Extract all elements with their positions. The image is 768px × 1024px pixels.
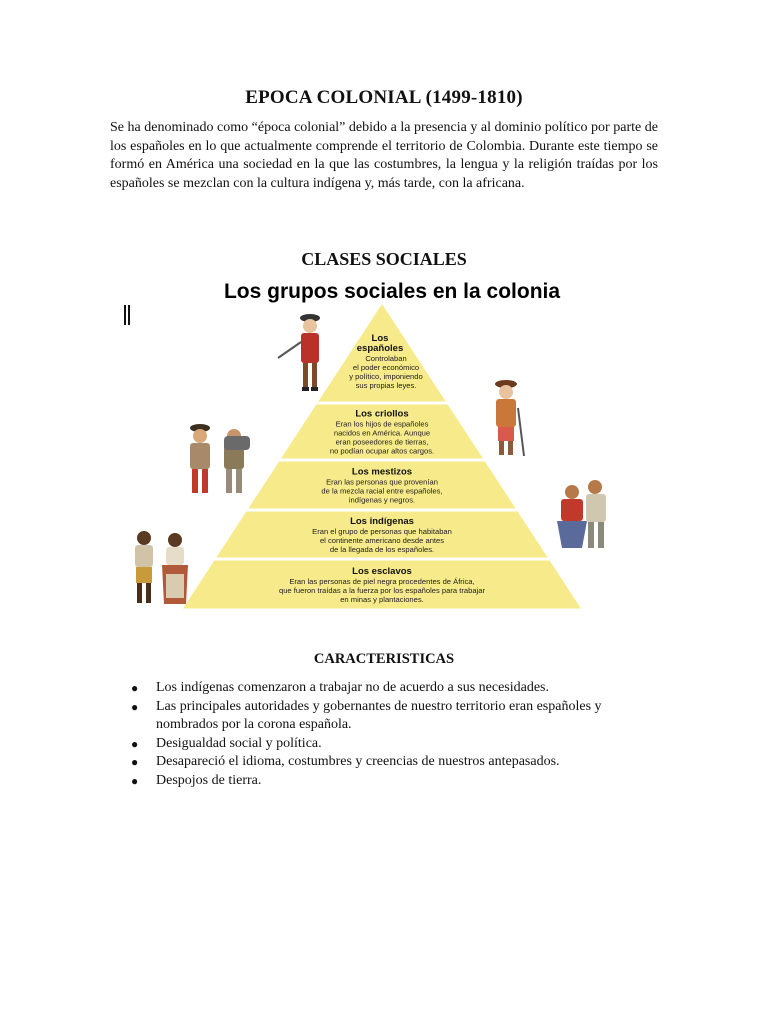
- characteristics-title: CARACTERISTICAS: [313, 651, 455, 667]
- spaniard-figure: [278, 314, 320, 391]
- list-item-text: Desigualdad social y política.: [156, 735, 322, 751]
- bullet-icon: ●: [131, 736, 139, 751]
- indigenous-figures: [557, 480, 606, 548]
- bullet-icon: ●: [131, 773, 139, 788]
- list-item-text: Las principales autoridades y gobernantes de nuestro territorio eran españoles y nombrados por la corona española.: [156, 698, 602, 733]
- list-item: [130, 753, 660, 772]
- criollo-figure: [495, 380, 524, 456]
- pyramid-level-name: Los mestizos: [351, 466, 413, 478]
- figure-title: Los grupos sociales en la colonia: [223, 280, 561, 303]
- pyramid-level-name: Los criollos: [355, 408, 409, 420]
- page-title: EPOCA COLONIAL (1499-1810): [245, 87, 523, 108]
- pyramid-level-description: indígenas y negros.: [348, 495, 416, 505]
- bullet-icon: ●: [131, 681, 139, 695]
- pyramid-level-description: y político, imponiendo: [349, 371, 423, 381]
- pyramid-level-name: Los esclavos: [352, 566, 412, 577]
- characteristics-list: [130, 679, 660, 791]
- list-item-text: Los indígenas comenzaron a trabajar no de acuerdo a sus necesidades.: [156, 680, 550, 695]
- section-title: CLASES SOCIALES: [301, 249, 467, 269]
- pyramid-level-description: no podían ocupar altos cargos.: [329, 446, 435, 456]
- pyramid-level-description: eran poseedores de tierras,: [335, 437, 429, 447]
- slave-figures: [135, 531, 188, 604]
- list-item: [130, 698, 660, 735]
- list-item: [130, 679, 660, 698]
- list-item: [130, 772, 660, 791]
- bullet-icon: ●: [131, 755, 139, 770]
- pyramid-level-description: Eran el grupo de personas que habitaban: [312, 527, 452, 536]
- pyramid-level-description: Controlaban: [365, 353, 407, 363]
- pyramid-svg: [120, 276, 640, 616]
- list-item-text: Desapareció el idioma, costumbres y creencias de nuestros antepasados.: [156, 754, 560, 770]
- pyramid-level-description: Eran los hijos de españoles: [335, 419, 429, 429]
- pyramid-level-description: de la mezcla racial entre españoles,: [321, 486, 443, 496]
- pyramid-level-name: Los indígenas: [350, 516, 414, 527]
- pyramid-level-description: sus propias leyes.: [355, 380, 417, 390]
- pyramid-level-description: Eran las personas de piel negra procedentes de África,: [289, 577, 475, 586]
- pyramid-level-description: nacidos en América. Aunque: [333, 428, 431, 438]
- pyramid-level-name: españoles: [356, 342, 404, 354]
- bullet-icon: ●: [131, 699, 139, 714]
- pyramid-level-description: de la llegada de los españoles.: [329, 545, 435, 554]
- social-pyramid-figure: [120, 276, 640, 616]
- pyramid-level-description: el poder económico: [352, 362, 420, 372]
- intro-paragraph: Se ha denominado como “época colonial” debido a la presencia y al dominio político por parte de los españoles en lo que actualmente comprende el territorio de Colombia. Durante este tiempo se formó en América una sociedad en la que las costumbres, la lengua y la religión traídas por los españoles se mezclan con la cultura indígena y, más tarde, con la africana.: [110, 120, 658, 191]
- mestizo-figures: [190, 424, 250, 493]
- list-item: [130, 735, 660, 754]
- pyramid-level-name: Los: [371, 332, 389, 344]
- list-item-text: Despojos de tierra.: [156, 772, 262, 788]
- pyramid-level-description: Eran las personas que provenían: [326, 477, 438, 487]
- pyramid-level-description: que fueron traídas a la fuerza por los españoles para trabajar: [278, 586, 486, 595]
- pyramid-level-description: en minas y plantaciones.: [340, 595, 424, 604]
- pyramid-level-description: el continente americano desde antes: [319, 536, 445, 545]
